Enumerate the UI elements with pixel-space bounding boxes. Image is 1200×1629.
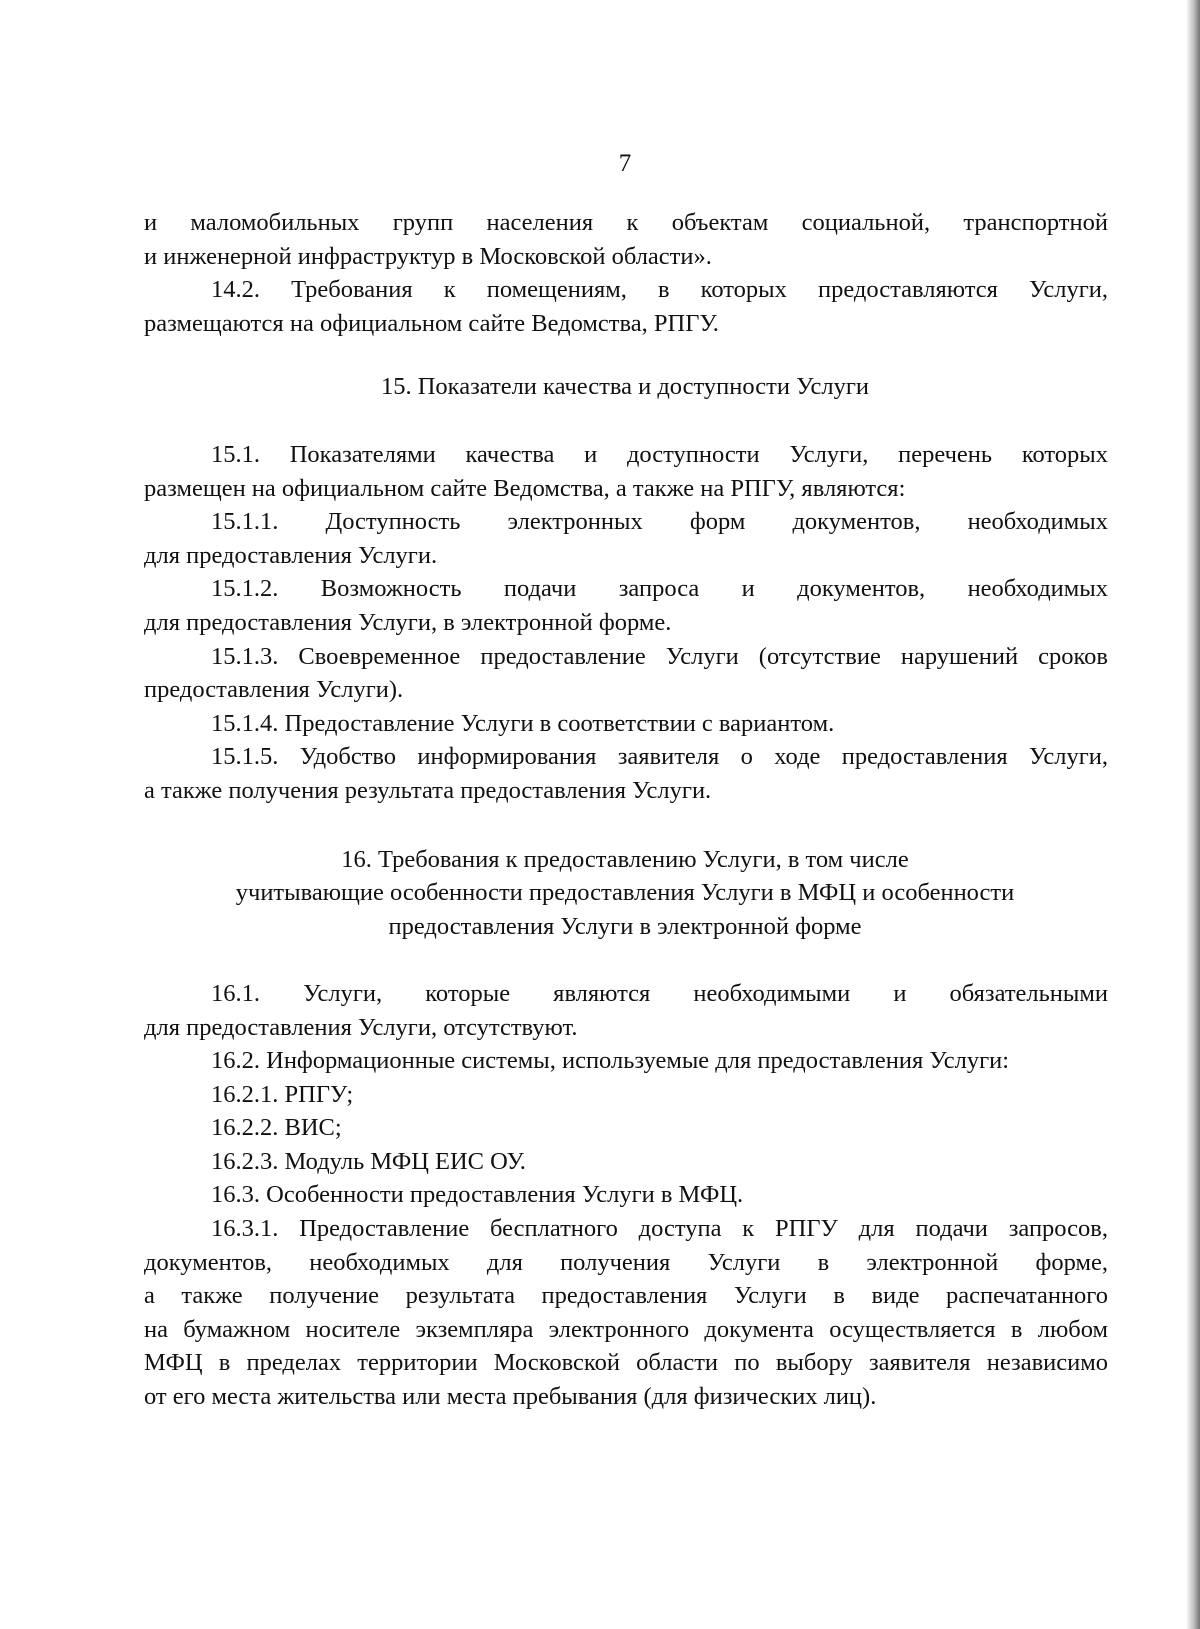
- paragraph-15-1-1-line: 15.1.1. Доступность электронных форм документов, необходимых: [211, 508, 1108, 535]
- paragraph-16-3-1-line: документов, необходимых для получения Услуги в электронной форме,: [144, 1249, 1108, 1276]
- paragraph-14-2-line: размещаются на официальном сайте Ведомства, РПГУ.: [144, 310, 719, 337]
- paragraph-15-1-2-line: 15.1.2. Возможность подачи запроса и документов, необходимых: [211, 575, 1108, 602]
- page-number: 7: [618, 150, 632, 177]
- paragraph-14-2-line: 14.2. Требования к помещениям, в которых предоставляются Услуги,: [211, 276, 1108, 303]
- paragraph-15-1-line: размещен на официальном сайте Ведомства, а также на РПГУ, являются:: [144, 475, 906, 502]
- paragraph-line: и инженерной инфраструктур в Московской области».: [144, 243, 712, 270]
- paragraph-16-3-1-line: от его места жительства или места пребывания (для физических лиц).: [144, 1383, 877, 1410]
- paragraph-16-3-1-line: 16.3.1. Предоставление бесплатного доступа к РПГУ для подачи запросов,: [211, 1215, 1108, 1242]
- section-16-heading-line: предоставления Услуги в электронной форме: [388, 913, 862, 940]
- paragraph-16-2-1-line: 16.2.1. РПГУ;: [211, 1081, 354, 1108]
- paragraph-15-1-4-line: 15.1.4. Предоставление Услуги в соответствии с вариантом.: [211, 710, 835, 737]
- paragraph-16-3-1-line: на бумажном носителе экземпляра электронного документа осуществляется в любом: [144, 1316, 1108, 1343]
- paragraph-15-1-line: 15.1. Показателями качества и доступности Услуги, перечень которых: [211, 441, 1108, 468]
- paragraph-15-1-2-line: для предоставления Услуги, в электронной форме.: [144, 609, 672, 636]
- paragraph-15-1-1-line: для предоставления Услуги.: [144, 542, 438, 569]
- paragraph-16-1-line: для предоставления Услуги, отсутствуют.: [144, 1014, 578, 1041]
- paragraph-16-2-line: 16.2. Информационные системы, используемые для предоставления Услуги:: [211, 1047, 1010, 1074]
- paragraph-15-1-3-line: предоставления Услуги).: [144, 676, 404, 703]
- paragraph-15-1-5-line: а также получения результата предоставления Услуги.: [144, 777, 712, 804]
- paragraph-16-3-line: 16.3. Особенности предоставления Услуги в МФЦ.: [211, 1181, 744, 1208]
- paragraph-16-3-1-line: а также получение результата предоставления Услуги в виде распечатанного: [144, 1282, 1108, 1309]
- paragraph-16-3-1-line: МФЦ в пределах территории Московской области по выбору заявителя независимо: [144, 1349, 1108, 1376]
- section-16-heading-line: 16. Требования к предоставлению Услуги, в том числе: [341, 846, 909, 873]
- paragraph-15-1-3-line: 15.1.3. Своевременное предоставление Услуги (отсутствие нарушений сроков: [211, 643, 1108, 670]
- paragraph-15-1-5-line: 15.1.5. Удобство информирования заявителя о ходе предоставления Услуги,: [211, 743, 1108, 770]
- section-16-heading-line: учитывающие особенности предоставления Услуги в МФЦ и особенности: [235, 879, 1015, 906]
- paragraph-16-2-3-line: 16.2.3. Модуль МФЦ ЕИС ОУ.: [211, 1148, 526, 1175]
- paragraph-16-2-2-line: 16.2.2. ВИС;: [211, 1114, 342, 1141]
- paragraph-16-1-line: 16.1. Услуги, которые являются необходимыми и обязательными: [211, 980, 1108, 1007]
- paragraph-line: и маломобильных групп населения к объектам социальной, транспортной: [144, 209, 1108, 236]
- section-15-heading: 15. Показатели качества и доступности Услуги: [380, 373, 869, 400]
- scan-edge-shadow: [1186, 0, 1200, 1629]
